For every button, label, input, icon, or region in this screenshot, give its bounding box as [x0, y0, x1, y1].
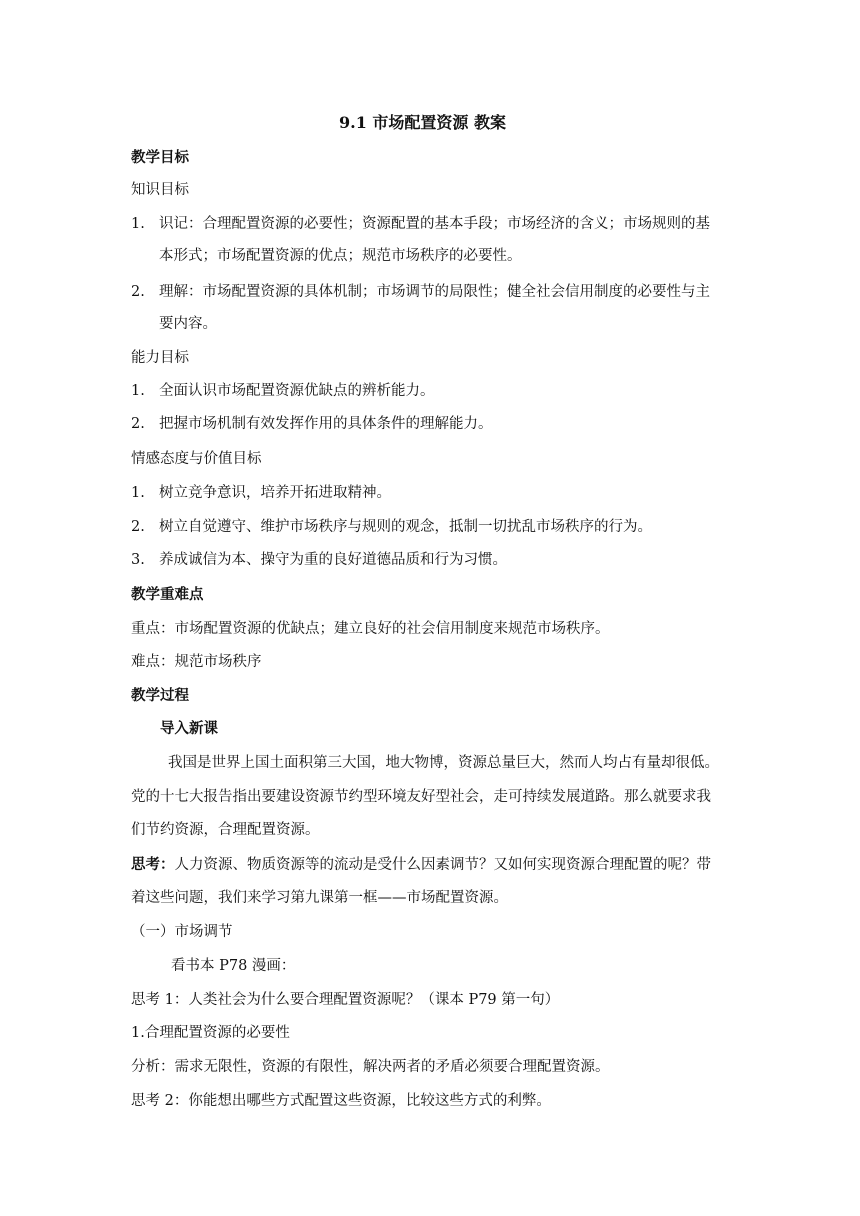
emotion-item-2-text: 树立自觉遵守、维护市场秩序与规则的观念，抵制一切扰乱市场秩序的行为。 [159, 519, 652, 535]
part-one-heading: （一）市场调节 [131, 924, 233, 940]
objectives-heading: 教学目标 [131, 149, 189, 166]
necessity-line: 1.合理配置资源的必要性 [131, 1025, 290, 1041]
intro-paragraph-line-3: 们节约资源，合理配置资源。 [131, 822, 320, 838]
process-heading: 教学过程 [131, 687, 189, 704]
analysis-line: 分析：需求无限性，资源的有限性，解决两者的矛盾必须要合理配置资源。 [131, 1059, 610, 1075]
difficulty-heading: 教学重难点 [131, 586, 204, 603]
intro-paragraph-line-1: 我国是世界上国土面积第三大国，地大物博，资源总量巨大，然而人均占有量却很低。 [168, 755, 719, 771]
difficult-point: 难点：规范市场秩序 [131, 654, 262, 670]
knowledge-heading: 知识目标 [131, 182, 189, 198]
knowledge-item-1-num: 1. [131, 216, 145, 232]
knowledge-item-1-text-cont: 本形式；市场配置资源的优点；规范市场秩序的必要性。 [159, 248, 522, 264]
ability-item-2-text: 把握市场机制有效发挥作用的具体条件的理解能力。 [159, 416, 493, 432]
ability-item-1-num: 1. [131, 383, 145, 399]
think-paragraph-line-1 [131, 855, 711, 875]
ability-item-1-text: 全面认识市场配置资源优缺点的辨析能力。 [159, 383, 435, 399]
ability-item-2-num: 2. [131, 416, 145, 432]
emotion-item-1-num: 1. [131, 485, 145, 501]
emotion-item-1-text: 树立竞争意识，培养开拓进取精神。 [159, 485, 391, 501]
knowledge-item-2-text-cont: 要内容。 [159, 316, 217, 332]
think-one-line: 思考 1：人类社会为什么要合理配置资源呢？（课本 P79 第一句） [131, 992, 560, 1008]
emotion-item-3-text: 养成诚信为本、操守为重的良好道德品质和行为习惯。 [159, 552, 507, 568]
knowledge-item-2-num: 2. [131, 284, 145, 300]
see-book-line: 看书本 P78 漫画： [171, 958, 296, 974]
emotion-item-3-num: 3. [131, 552, 145, 568]
intro-heading: 导入新课 [160, 720, 218, 737]
think-text: 人力资源、物质资源等的流动是受什么因素调节？又如何实现资源合理配置的呢？带 [174, 857, 711, 873]
knowledge-item-1-text: 识记：合理配置资源的必要性；资源配置的基本手段；市场经济的含义；市场规则的基 [159, 216, 710, 232]
intro-paragraph-line-2: 党的十七大报告指出要建设资源节约型环境友好型社会，走可持续发展道路。那么就要求我 [131, 789, 711, 805]
think-two-line: 思考 2：你能想出哪些方式配置这些资源，比较这些方式的利弊。 [131, 1093, 551, 1109]
think-label: 思考： [131, 856, 175, 873]
ability-heading: 能力目标 [131, 350, 189, 366]
page-title: 9.1 市场配置资源 教案 [339, 113, 506, 132]
think-paragraph-line-2: 着这些问题，我们来学习第九课第一框——市场配置资源。 [131, 890, 508, 906]
emotion-item-2-num: 2. [131, 519, 145, 535]
knowledge-item-2-text: 理解：市场配置资源的具体机制；市场调节的局限性；健全社会信用制度的必要性与主 [159, 284, 710, 300]
emotion-heading: 情感态度与价值目标 [131, 451, 262, 467]
key-point: 重点：市场配置资源的优缺点；建立良好的社会信用制度来规范市场秩序。 [131, 621, 610, 637]
